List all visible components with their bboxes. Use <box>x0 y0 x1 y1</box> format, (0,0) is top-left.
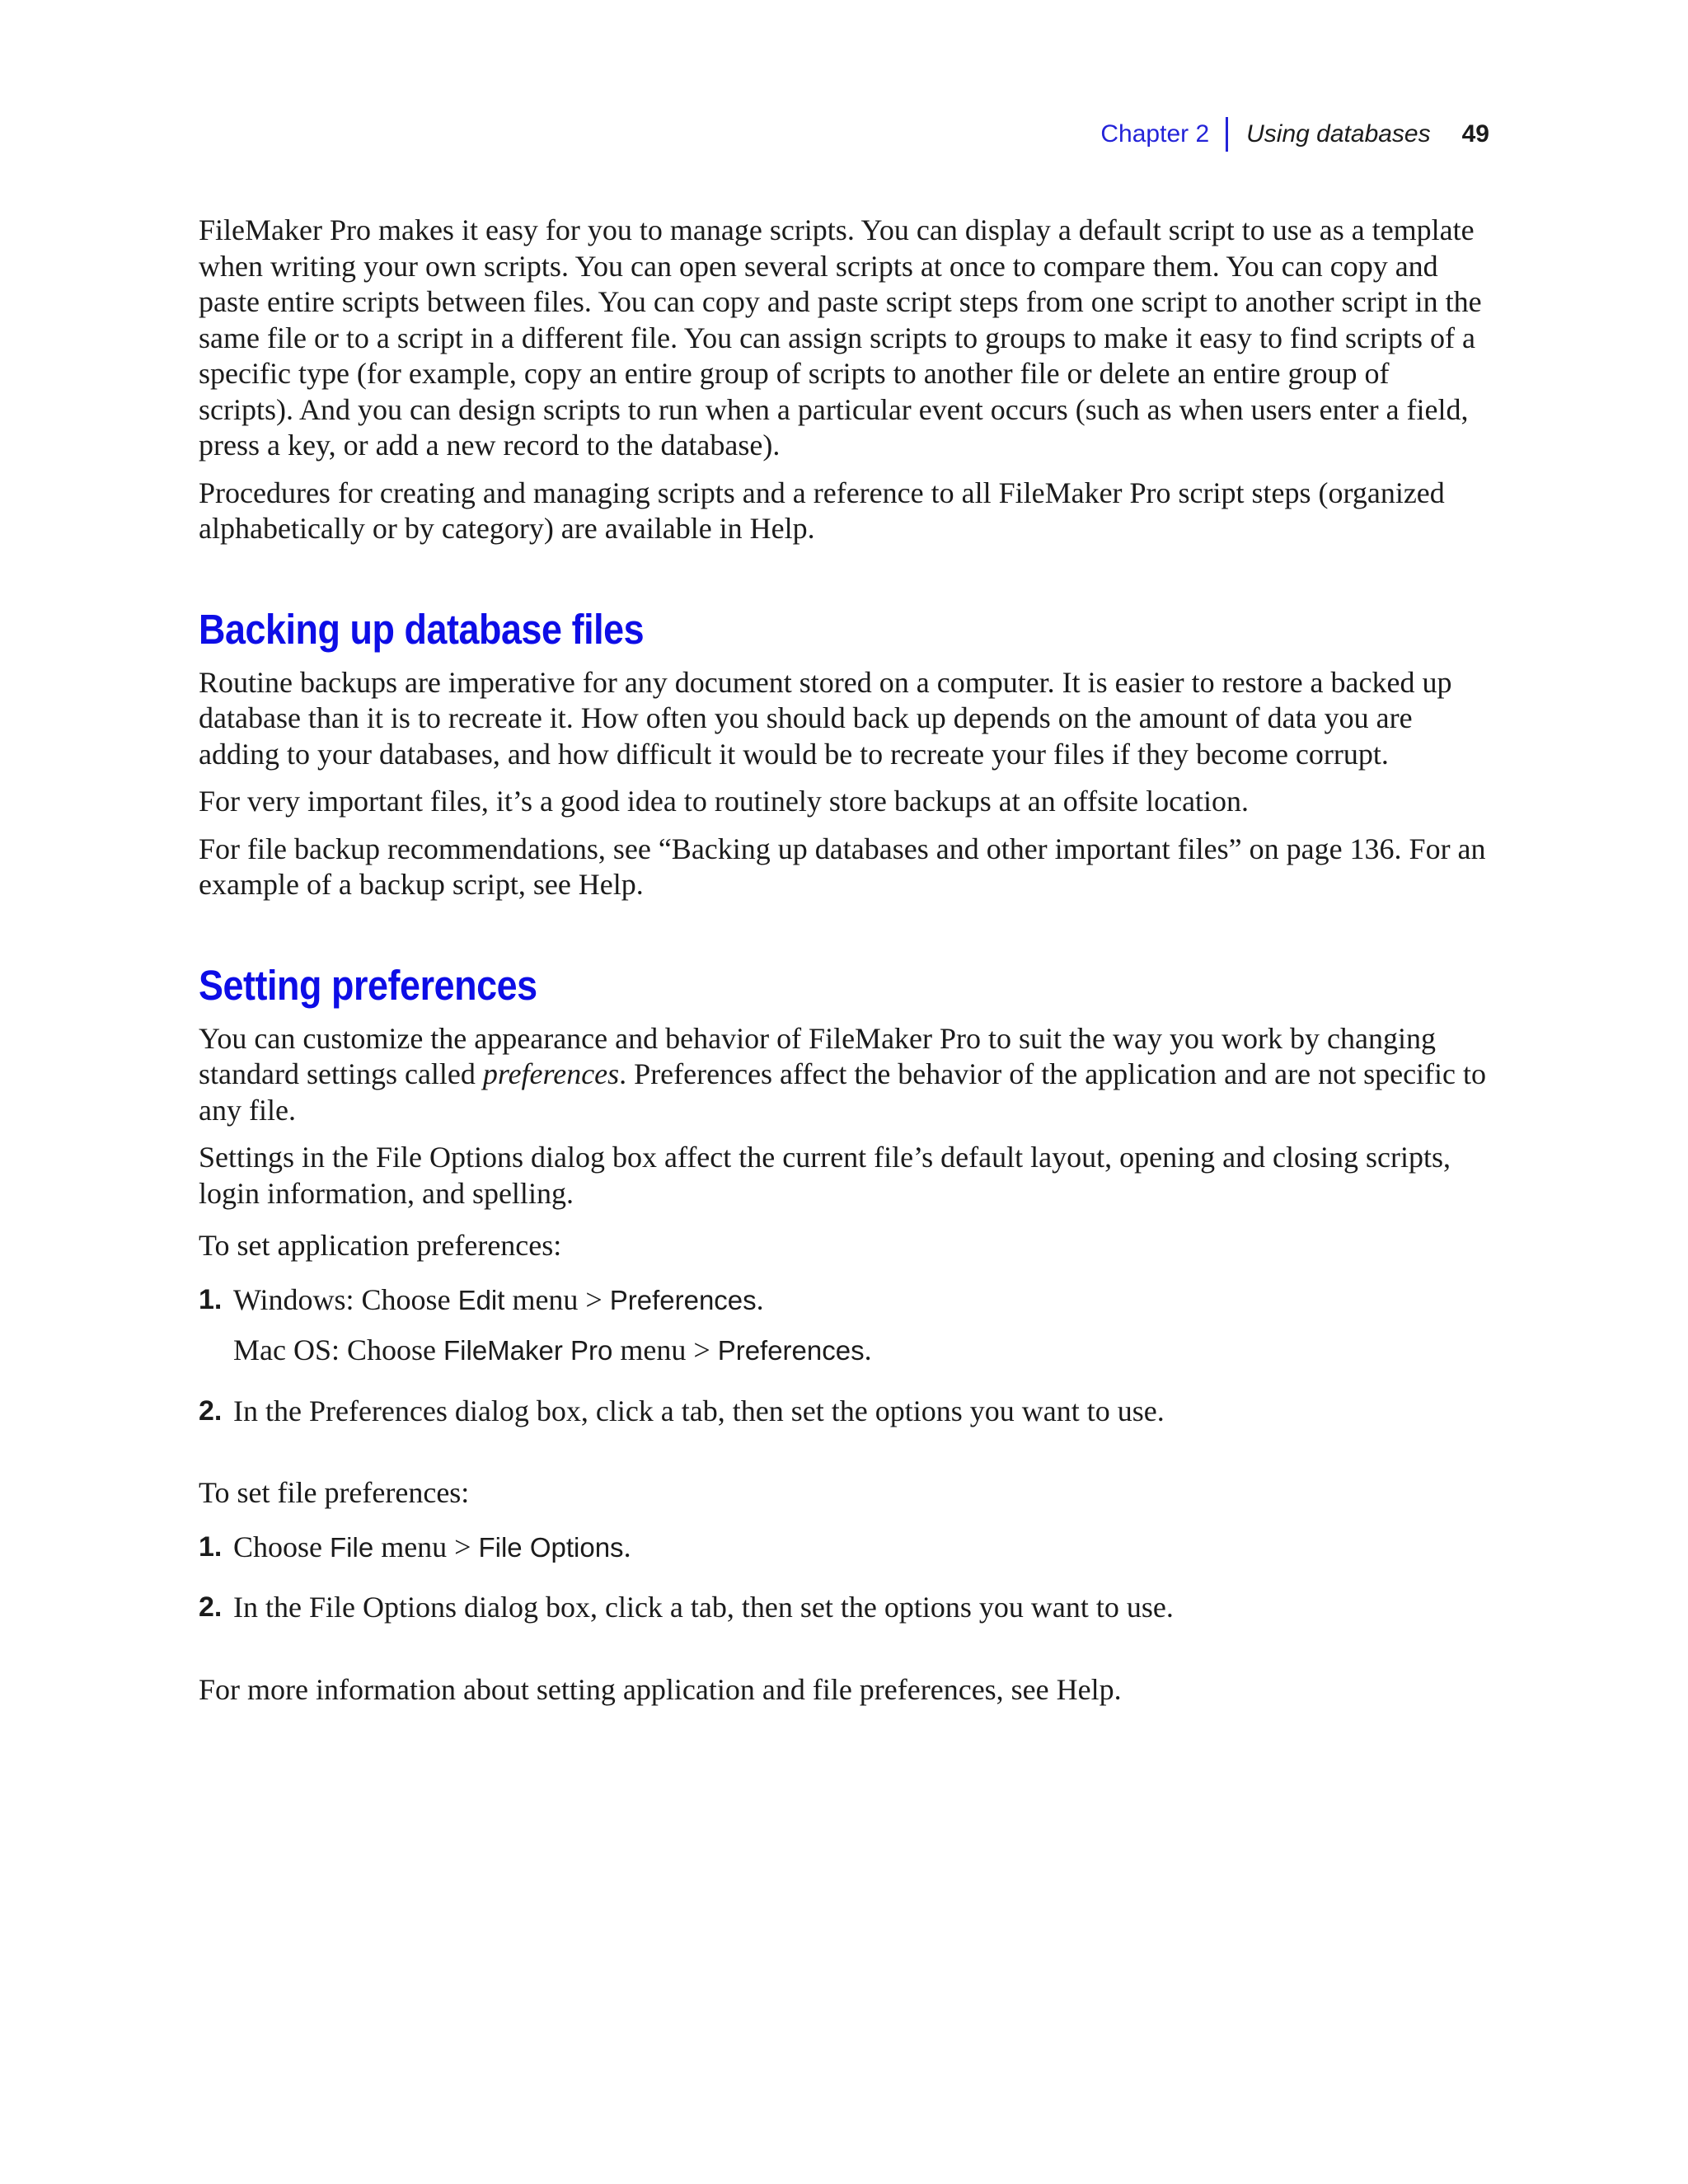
step-number: 2. <box>199 1394 223 1427</box>
step-number: 1. <box>199 1530 223 1563</box>
step-text: In the Preferences dialog box, click a tab, then set the options you want to use. <box>233 1394 1165 1427</box>
step-text: . <box>623 1530 631 1563</box>
menu-item: Preferences <box>609 1284 757 1315</box>
app-preferences-intro: To set application preferences: <box>199 1229 562 1262</box>
step-number: 2. <box>199 1591 223 1623</box>
chapter-label: Chapter 2 <box>1100 120 1210 148</box>
preferences-heading: Setting preferences <box>199 961 537 1009</box>
pref-p1-text: You can customize the appearance and behavior of FileMaker Pro to suit the way you work by changing standard settings called <box>199 1021 1436 1090</box>
step-text: . <box>864 1333 872 1366</box>
pref-p1-text-end: . Preferences affect the behavior of the application and are not specific to any file. <box>199 1057 1487 1127</box>
step-text: menu > <box>373 1530 479 1563</box>
menu-name: File <box>330 1531 374 1563</box>
app-step-2 <box>199 1394 1489 1430</box>
file-preferences-intro: To set file preferences: <box>199 1476 470 1509</box>
app-step-1 <box>199 1282 1489 1319</box>
intro-paragraph-2: Procedures for creating and managing scripts and a reference to all FileMaker Pro script steps (organized alphabetically or by category) are available in Help. <box>199 476 1445 545</box>
step-text: Windows: Choose <box>233 1282 458 1316</box>
preferences-paragraph-1 <box>199 1021 1489 1129</box>
menu-item: Preferences <box>717 1335 865 1366</box>
backup-paragraph-1: Routine backups are imperative for any document stored on a computer. It is easier to restore a backed up database than it is to recreate it. How often you should back up depends on the amount of data you are adding to your databases, and how difficult it would be to recreate your files if they become corrupt. <box>199 665 1452 771</box>
step-text: In the File Options dialog box, click a tab, then set the options you want to use. <box>233 1591 1174 1624</box>
pref-p1-emphasis: preferences <box>482 1057 620 1090</box>
menu-name: FileMaker Pro <box>443 1335 613 1366</box>
backup-heading: Backing up database files <box>199 605 645 653</box>
section-title: Using databases <box>1246 120 1431 148</box>
header-divider <box>1226 117 1228 152</box>
step-text: menu > <box>504 1282 610 1316</box>
page-number: 49 <box>1461 120 1489 148</box>
file-step-2 <box>199 1590 1489 1626</box>
app-step-1-mac <box>199 1333 1489 1369</box>
page-body <box>199 213 1489 1719</box>
file-step-1 <box>199 1530 1489 1566</box>
backup-paragraph-2: For very important files, it’s a good idea to routinely store backups at an offsite location. <box>199 785 1250 818</box>
intro-paragraph-1: FileMaker Pro makes it easy for you to manage scripts. You can display a default script to use as a template when writing your own scripts. You can open several scripts at once to compare them. You can copy and paste entire scripts between files. You can copy and paste script steps from one script to another script in the same file or to a script in a different file. You can assign scripts to groups to make it easy to find scripts of a specific type (for example, copy an entire group of scripts to another file or delete an entire group of scripts). And you can design scripts to run when a particular event occurs (such as when users enter a field, press a key, or add a new record to the database). <box>199 213 1482 462</box>
spacer <box>199 1641 1489 1672</box>
closing-paragraph: For more information about setting application and file preferences, see Help. <box>199 1672 1122 1706</box>
preferences-paragraph-2: Settings in the File Options dialog box affect the current file’s default layout, opening and closing scripts, login information, and spelling. <box>199 1141 1451 1210</box>
step-text: Mac OS: Choose <box>233 1333 443 1366</box>
backup-paragraph-3: For file backup recommendations, see “Backing up databases and other important files” on page 136. For an example of a backup script, see Help. <box>199 832 1486 901</box>
spacer <box>199 1444 1489 1475</box>
menu-item: File Options <box>478 1531 624 1563</box>
step-text: Choose <box>233 1530 330 1563</box>
step-text: menu > <box>612 1333 718 1366</box>
menu-name: Edit <box>457 1284 505 1315</box>
step-text: . <box>756 1282 764 1316</box>
running-header <box>1100 115 1489 153</box>
step-number: 1. <box>199 1283 223 1315</box>
